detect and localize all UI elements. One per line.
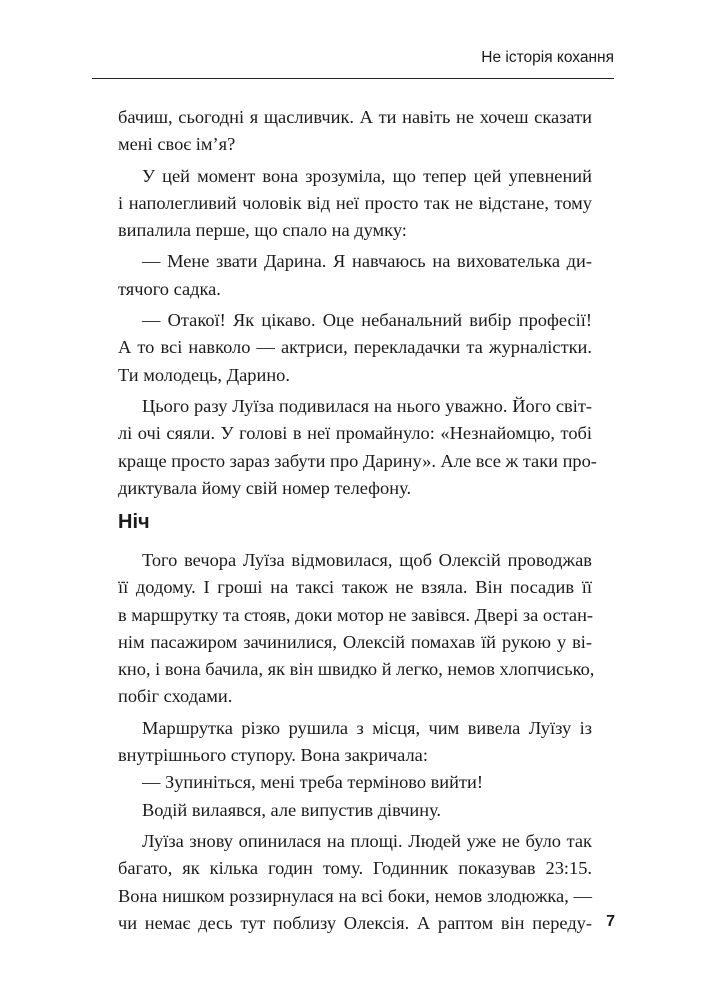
text-line: — Зупиніться, мені треба терміново вийти! [142,772,483,793]
running-header-title: Не історія кохання [481,49,614,66]
text-line: — Мене звати Дарина. Я навчаюсь на вихователька ди- [142,251,592,272]
text-line: Луїза знову опинилася на площі. Людей уже не було так [142,830,592,851]
text-line: У цей момент вона зрозуміла, що тепер цей упевнений [142,165,592,186]
text-line: Маршрутка різко рушила з місця, чим вивела Луїзу із [142,717,592,738]
text-line: мені своє ім’я? [118,134,236,155]
text-line: чи немає десь тут поблизу Олексія. А раптом він переду- [118,912,592,933]
text-line: А то всі навколо — актриси, перекладачки та журналістки. [118,337,592,358]
text-line: нім пасажиром зачинилися, Олексій помахав їй рукою у ві- [118,631,592,652]
text-line: в маршрутку та стояв, доки мотор не завівся. Двері за остан- [118,604,594,625]
text-line: кно, і вона бачила, як він швидко й легко, немов хлопчисько, [118,659,595,680]
text-line: її додому. І гроші на таксі також не взяла. Він посадив її [118,577,592,598]
text-line: Цього разу Луїза подивилася на нього уважно. Його світ- [142,395,592,416]
text-line: краще просто зараз забути про Дарину». Але все ж таки про- [118,450,597,471]
section-heading: Ніч [118,511,150,533]
text-line: Вона нишком роззирнулася на всі боки, немов злодюжка, — [118,885,592,906]
text-line: тячого садка. [118,278,221,299]
text-line: багато, як кілька годин тому. Годинник показував 23:15. [118,858,592,879]
text-line: диктувала йому свій номер телефону. [118,477,412,498]
page-number: 7 [606,913,615,930]
text-line: побіг сходами. [118,686,233,707]
text-line: бачиш, сьогодні я щасливчик. А ти навіть не хочеш сказати [118,107,592,127]
body-text-block-1 [118,104,597,502]
text-line: Того вечора Луїза відмовилася, щоб Олексій проводжав [142,550,592,570]
text-line: Водій вилаявся, але випустив дівчину. [142,799,442,820]
text-line: внутрішнього ступору. Вона закричала: [118,745,428,766]
text-line: — Отакої! Як цікаво. Оце небанальний вибір професії! [142,310,592,331]
header-divider [92,78,614,79]
text-line: і наполегливий чоловік від неї просто так не відстане, тому [118,192,592,213]
text-line: лі очі сяяли. У голові в неї промайнуло: «Незнайомцю, тобі [118,423,592,444]
body-text-block-2 [118,547,595,937]
text-line: Ти молодець, Дарино. [118,364,290,385]
text-line: випалила перше, що спало на думку: [118,220,407,241]
